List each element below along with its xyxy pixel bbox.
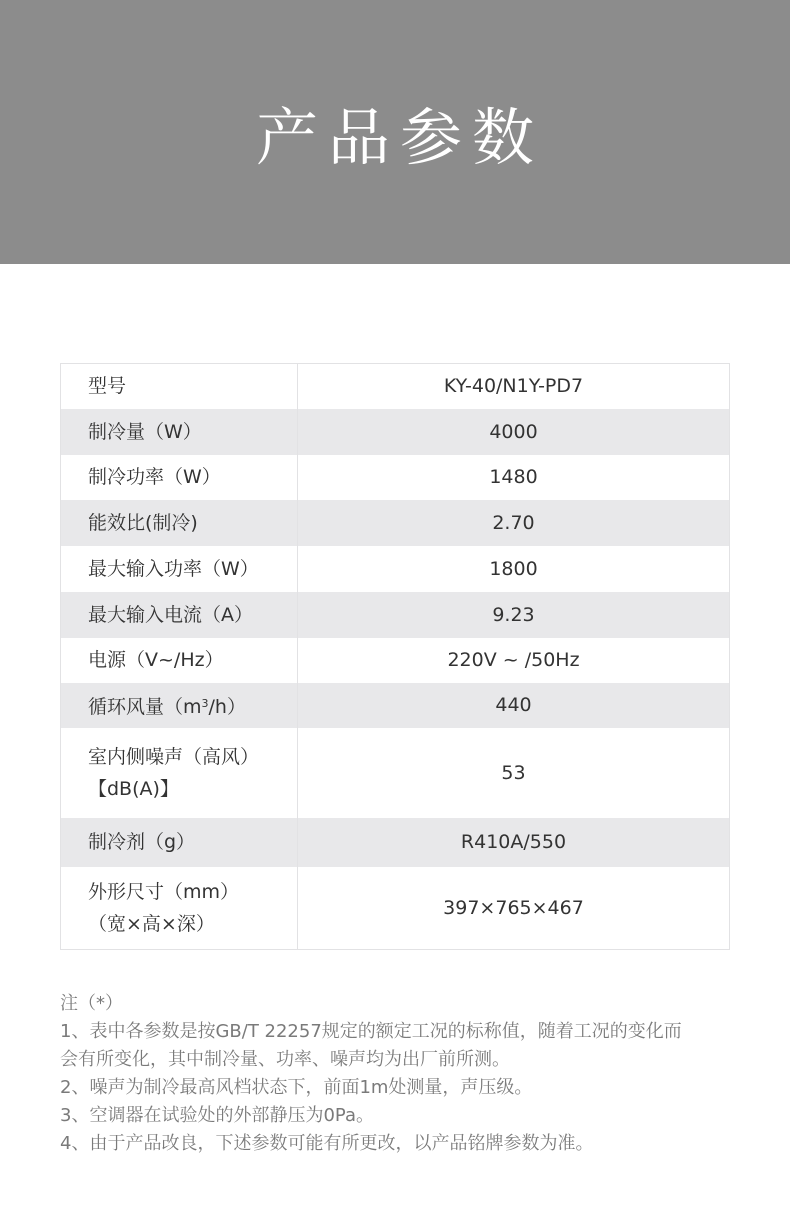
spec-table — [60, 363, 730, 950]
note-line: 1、表中各参数是按GB/T 22257规定的额定工况的标称值，随着工况的变化而 — [60, 1021, 682, 1042]
spec-value: 1480 — [489, 466, 538, 488]
note-line: 会有所变化，其中制冷量、功率、噪声均为出厂前所测。 — [60, 1049, 510, 1070]
spec-label: 制冷量（W） — [61, 409, 298, 455]
note-line: 4、由于产品改良，下述参数可能有所更改，以产品铭牌参数为准。 — [60, 1133, 594, 1154]
spec-value: KY-40/N1Y-PD7 — [443, 375, 584, 398]
spec-value: 53 — [501, 761, 526, 784]
table-row — [61, 455, 730, 500]
notes-section — [60, 990, 740, 1158]
spec-label-line2: （宽×高×深） — [88, 912, 215, 935]
spec-label — [61, 683, 298, 728]
spec-label-unit-end: /h） — [208, 695, 246, 718]
spec-label-line1: 室内侧噪声（高风） — [88, 745, 260, 768]
spec-label: 型号 — [61, 364, 298, 409]
spec-label: 能效比(制冷) — [61, 500, 298, 546]
spec-value: 220V ~ /50Hz — [447, 649, 580, 671]
note-line: 2、噪声为制冷最高风档状态下，前面1m处测量，声压级。 — [60, 1077, 533, 1098]
table-row — [61, 728, 730, 818]
header-banner — [0, 0, 790, 264]
page-title: 产品参数 — [255, 100, 544, 174]
table-row — [61, 592, 730, 638]
spec-label: 最大输入电流（A） — [61, 592, 298, 638]
spec-label-text: 循环风量（m — [88, 695, 202, 718]
notes-title: 注（*） — [60, 993, 123, 1014]
table-row — [61, 867, 730, 950]
spec-label: 电源（V~/Hz） — [61, 638, 298, 683]
spec-label: 制冷剂（g） — [61, 818, 298, 867]
spec-label-line2: 【dB(A)】 — [88, 777, 179, 800]
note-line: 3、空调器在试验处的外部静压为0Pa。 — [60, 1105, 374, 1126]
spec-value: R410A/550 — [460, 831, 567, 853]
table-row — [61, 683, 730, 728]
spec-label: 制冷功率（W） — [61, 455, 298, 500]
spec-value: 2.70 — [492, 511, 535, 534]
spec-value: 440 — [495, 694, 532, 716]
table-row — [61, 638, 730, 683]
table-row — [61, 409, 730, 455]
spec-value: 4000 — [489, 420, 538, 443]
spec-label — [61, 728, 298, 818]
spec-value: 397×765×467 — [443, 896, 584, 919]
spec-label — [61, 867, 298, 950]
table-row — [61, 546, 730, 592]
spec-label-line1: 外形尺寸（mm） — [88, 880, 240, 903]
spec-value: 1800 — [489, 557, 538, 580]
spec-label: 最大输入功率（W） — [61, 546, 298, 592]
superscript-exponent: 3 — [201, 696, 209, 710]
spec-value: 9.23 — [492, 603, 535, 626]
table-row — [61, 364, 730, 409]
table-row — [61, 500, 730, 546]
table-row — [61, 818, 730, 867]
